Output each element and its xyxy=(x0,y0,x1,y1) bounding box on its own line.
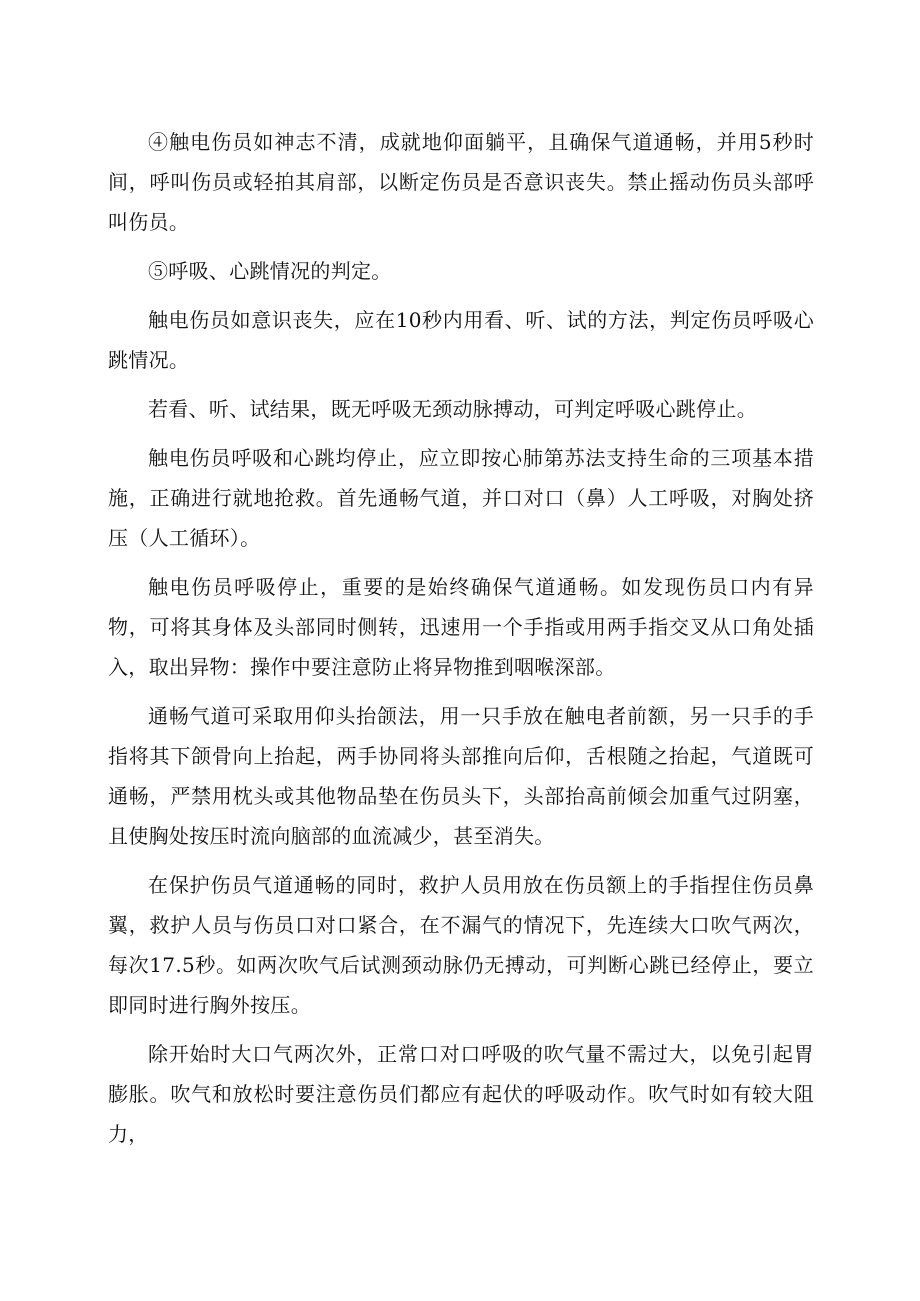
paragraph-airway-clearing: 触电伤员呼吸停止，重要的是始终确保气道通畅。如发现伤员口内有异物，可将其身体及头部同时侧转，迅速用一个手指或用两手指交叉从口角处插入，取出异物：操作中要注意防止将异物推到咽喉深部。 xyxy=(108,575,814,679)
paragraph-consciousness-check: ④触电伤员如神志不清，成就地仰面躺平，且确保气道通畅，并用5秒时间，呼叫伤员或轻拍其肩部，以断定伤员是否意识丧失。禁止摇动伤员头部呼叫伤员。 xyxy=(108,130,814,234)
document-body xyxy=(108,122,814,1163)
paragraph-ten-second-check: 触电伤员如意识丧失，应在10秒内用看、听、试的方法，判定伤员呼吸心跳情况。 xyxy=(108,308,814,372)
paragraph-cpr-measures: 触电伤员呼吸和心跳均停止，应立即按心肺第苏法支持生命的三项基本措施，正确进行就地抢救。首先通畅气道，并口对口（鼻）人工呼吸，对胸处挤压（人工循环）。 xyxy=(108,446,814,550)
paragraph-breathing-heartbeat-heading: ⑤呼吸、心跳情况的判定。 xyxy=(148,259,392,283)
paragraph-breath-volume: 除开始时大口气两次外，正常口对口呼吸的吹气量不需过大，以免引起胃膨胀。吹气和放松时要注意伤员们都应有起伏的呼吸动作。吹气时如有较大阻力， xyxy=(108,1042,814,1146)
paragraph-mouth-to-mouth: 在保护伤员气道通畅的同时，救护人员用放在伤员额上的手指捏住伤员鼻翼，救护人员与伤员口对口紧合，在不漏气的情况下，先连续大口吹气两次，每次17.5秒。如两次吹气后试测颈动脉仍无搏动，可判断心跳已经停止，要立即同时进行胸外按压。 xyxy=(108,873,814,1017)
paragraph-head-tilt-chin-lift: 通畅气道可采取用仰头抬颌法，用一只手放在触电者前额，另一只手的手指将其下颌骨向上抬起，两手协同将头部推向后仰，舌根随之抬起，气道既可通畅，严禁用枕头或其他物品垫在伤员头下，头部抬高前倾会加重气过阴塞，且使胸处按压时流向脑部的血流减少，甚至消失。 xyxy=(108,704,814,848)
paragraph-stop-determination: 若看、听、试结果，既无呼吸无颈动脉搏动，可判定呼吸心跳停止。 xyxy=(148,397,757,421)
